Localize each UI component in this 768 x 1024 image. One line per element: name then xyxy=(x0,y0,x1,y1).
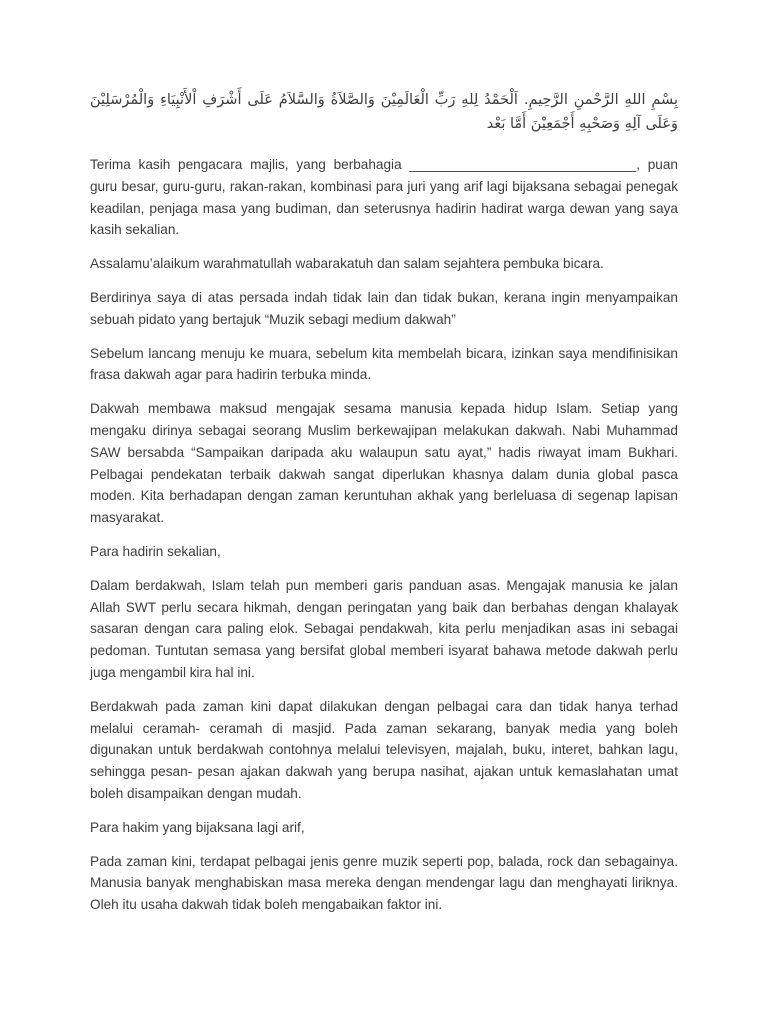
paragraph-guidelines: Dalam berdakwah, Islam telah pun memberi garis panduan asas. Mengajak manusia ke jalan Allah SWT perlu secara hikmah, dengan peringatan yang baik dan berbahas dengan khalayak sasaran dengan cara paling elok. Sebagai pendakwah, kita perlu menjadikan asas ini sebagai pedoman. Tuntutan semasa yang bersifat global memberi isyarat bahawa metode dakwah perlu juga mengambil kira hal ini. xyxy=(90,577,678,680)
paragraph-music-genres: Pada zaman kini, terdapat pelbagai jenis genre muzik seperti pop, balada, rock dan sebagainya. Manusia banyak menghabiskan masa mereka dengan mendengar lagu dan menghayati liriknya. Oleh itu usaha dakwah tidak boleh mengabaikan faktor ini. xyxy=(90,853,678,913)
paragraph-definition-intro: Sebelum lancang menuju ke muara, sebelum kita membelah bicara, izinkan saya mendifinisikan frasa dakwah agar para hadirin terbuka minda. xyxy=(90,345,678,383)
salutation-hakim: Para hakim yang bijaksana lagi arif, xyxy=(90,819,305,835)
salutation-hadirin: Para hadirin sekalian, xyxy=(90,543,221,559)
paragraph-dakwah-meaning: Dakwah membawa maksud mengajak sesama manusia kepada hidup Islam. Setiap yang mengaku dirinya sebagai seorang Muslim berkewajipan melakukan dakwah. Nabi Muhammad SAW bersabda “Sampaikan daripada aku walaupun satu ayat,” hadis riwayat imam Bukhari. Pelbagai pendekatan terbaik dakwah sangat diperlukan khasnya dalam dunia global pasca moden. Kita berhadapan dengan zaman keruntuhan akhak yang berleluasa di segenap lapisan masyarakat. xyxy=(90,401,678,526)
paragraph-salam: Assalamu’alaikum warahmatullah wabarakatuh dan salam sejahtera pembuka bicara. xyxy=(90,256,604,272)
paragraph-media: Berdakwah pada zaman kini dapat dilakukan dengan pelbagai cara dan tidak hanya terhad melalui ceramah- ceramah di masjid. Pada zaman sekarang, banyak media yang boleh digunakan untuk berdakwah contohnya melalui televisyen, majalah, buku, interet, bahkan lagu, sehingga pesan- pesan ajakan dakwah yang berupa nasihat, ajakan untuk kemaslahatan umat boleh disampaikan dengan mudah. xyxy=(90,698,678,801)
paragraph-title-intro: Berdirinya saya di atas persada indah tidak lain dan tidak bukan, kerana ingin menyampaikan sebuah pidato yang bertajuk “Muzik sebagi medium dakwah” xyxy=(90,289,678,327)
paragraph-greeting: Terima kasih pengacara majlis, yang berbahagia ______________________________, puan guru besar, guru-guru, rakan-rakan, kombinasi para juri yang arif lagi bijaksana sebagai penegak keadilan, penjaga masa yang budiman, dan seterusnya hadirin hadirat warga dewan yang saya kasih sekalian. xyxy=(90,157,678,238)
document-page xyxy=(90,88,678,928)
opening-arabic-text: بِسْمِ اللهِ الرَّحْمنِ الرَّحِيمِ. اَلْحَمْدُ لِلهِ رَبِّ الْعَالَمِيْنَ وَالصَّلاَةُ وَالسَّلاَمُ عَلَى أَشْرَفِ اْلأَنْبِيَاءِ وَالْمُرْسَلِيْنَ وَعَلَى آلِهِ وَصَحْبِهِ أَجْمَعِيْنَ أَمَّا بَعْد xyxy=(90,92,678,132)
